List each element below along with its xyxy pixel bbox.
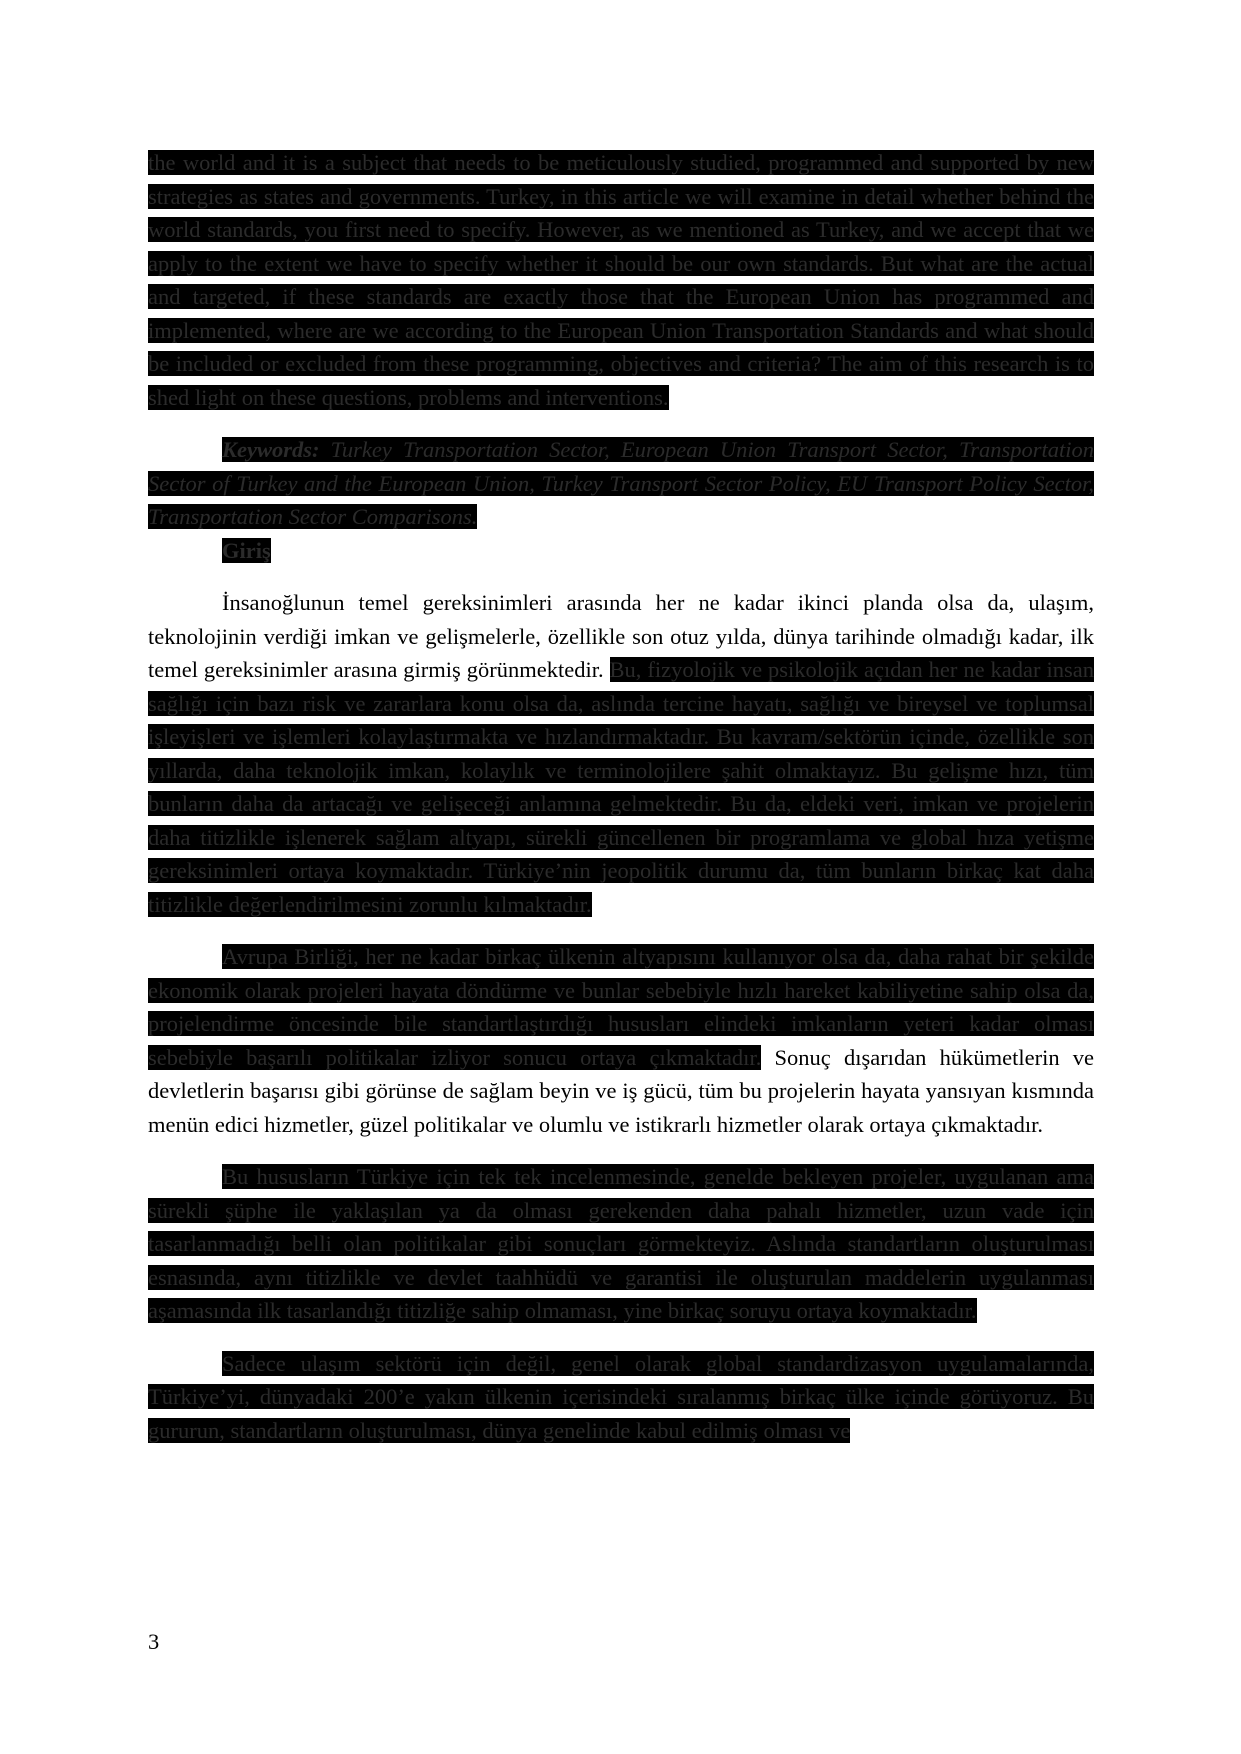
paragraph-text: İnsanoğlunun temel gereksinimleri arasında her ne kadar ikinci planda olsa da, ulaşım, teknolojinin verdiği imkan ve gelişmelerle, özellikle son otuz yılda, dünya tarihinde olmadığı kadar, ilk temel gereksinimler arasına girmiş görünmektedir. bbox=[148, 590, 1094, 682]
redacted-text: Bu, fizyolojik ve psikolojik açıdan her ne kadar insan sağlığı için bazı risk ve zararlara konu olsa da, aslında tercine hayatı, sağlığı ve bireysel ve toplumsal işleyişleri ve işlemleri kolaylaştırmakta ve hızlandırmaktadır. Bu kavram/sektörün içinde, özellikle son yıllarda, daha teknolojik imkan, kolaylık ve terminolojilere şahit olmaktayız. Bu gelişme hızı, tüm bunların daha da artacağı ve gelişeceği anlamına gelmektedir. Bu da, eldeki veri, imkan ve projelerin daha titizlikle işlenerek sağlam altyapı, sürekli güncellenen bir programlama ve global hıza yetişme gereksinimleri ortaya koymaktadır. Türkiye’nin jeopolitik durumu da, tüm bunların birkaç kat daha titizlikle değerlendirilmesini zorunlu kılmaktadır. bbox=[148, 657, 1094, 917]
redacted-text: Avrupa Birliği, her ne kadar birkaç ülkenin altyapısını kullanıyor olsa da, daha rahat bir şekilde ekonomik olarak projeleri hayata döndürme ve bunlar sebebiyle hızlı hareket kabiliyetine sahip olsa da, projelendirme öncesinde bile standartlaştırdığı hususları elindeki imkanların yeteri kadar olması sebebiyle başarılı politikalar izliyor sonucu ortaya çıkmaktadır. bbox=[148, 944, 1094, 1070]
redacted-text: Sadece ulaşım sektörü için değil, genel olarak global standardizasyon uygulamalarında, Türkiye’yi, dünyadaki 200’e yakın ülkenin içerisindeki sıralanmış birkaç ülke içinde görüyoruz. Bu gururun, standartların oluşturulması, dünya genelinde kabul edilmiş olması ve bbox=[148, 1350, 1094, 1443]
paragraph-text: Sonuç dışarıdan hükümetlerin ve devletlerin başarısı gibi görünse de sağlam beyin ve iş gücü, tüm bu projelerin hayata yansıyan kısmında menün edici hizmetler, güzel politikalar ve olumlu ve istikrarlı hizmetler olarak ortaya çıkmaktadır. bbox=[148, 1044, 1095, 1137]
keywords-paragraph bbox=[148, 433, 1094, 534]
redacted-text: Bu hususların Türkiye için tek tek incelenmesinde, genelde bekleyen projeler, uygulanan ama sürekli şüphe ile yaklaşılan ya da olması gerekenden daha pahalı hizmetler, uzun vade için tasarlanmadığı belli olan politikalar gibi sonuçları görmekteyiz. Aslında standartların oluşturulması esnasında, aynı titizlikle ve devlet taahhüdü ve garantisi ile oluşturulan maddelerin uygulanması aşamasında ilk tasarlandığı titizliğe sahip olmaması, yine birkaç soruyu ortaya koymaktadır. bbox=[148, 1164, 1094, 1323]
abstract-paragraph bbox=[148, 146, 1094, 414]
body-paragraph-4 bbox=[148, 1347, 1094, 1448]
page-number: 3 bbox=[148, 1629, 160, 1654]
redacted-text: the world and it is a subject that needs to be meticulously studied, programmed and supported by new strategies as states and governments. Turkey, in this article we will examine in detail whether behind the world standards, you first need to specify. However, as we mentioned as Turkey, and we accept that we apply to the extent we have to specify whether it should be our own standards. But what are the actual and targeted, if these standards are exactly those that the European Union has programmed and implemented, where are we according to the European Union Transportation Standards and what should be included or excluded from these programming, objectives and criteria? The aim of this research is to shed light on these questions, problems and interventions. bbox=[148, 150, 1094, 410]
keywords-text: Turkey Transportation Sector, European Union Transport Sector, Transportation Sector of Turkey and the European Union, Turkey Transport Sector Policy, EU Transport Policy Sector, Transportation Sector Comparisons. bbox=[148, 437, 1094, 529]
body-paragraph-3 bbox=[148, 1160, 1094, 1328]
body-paragraph-1 bbox=[148, 586, 1094, 921]
body-paragraph-2 bbox=[148, 940, 1094, 1141]
section-heading-text: Giriş bbox=[222, 537, 271, 563]
page-body bbox=[148, 146, 1094, 1447]
keywords-label: Keywords: bbox=[222, 437, 320, 462]
section-heading bbox=[148, 534, 1094, 568]
